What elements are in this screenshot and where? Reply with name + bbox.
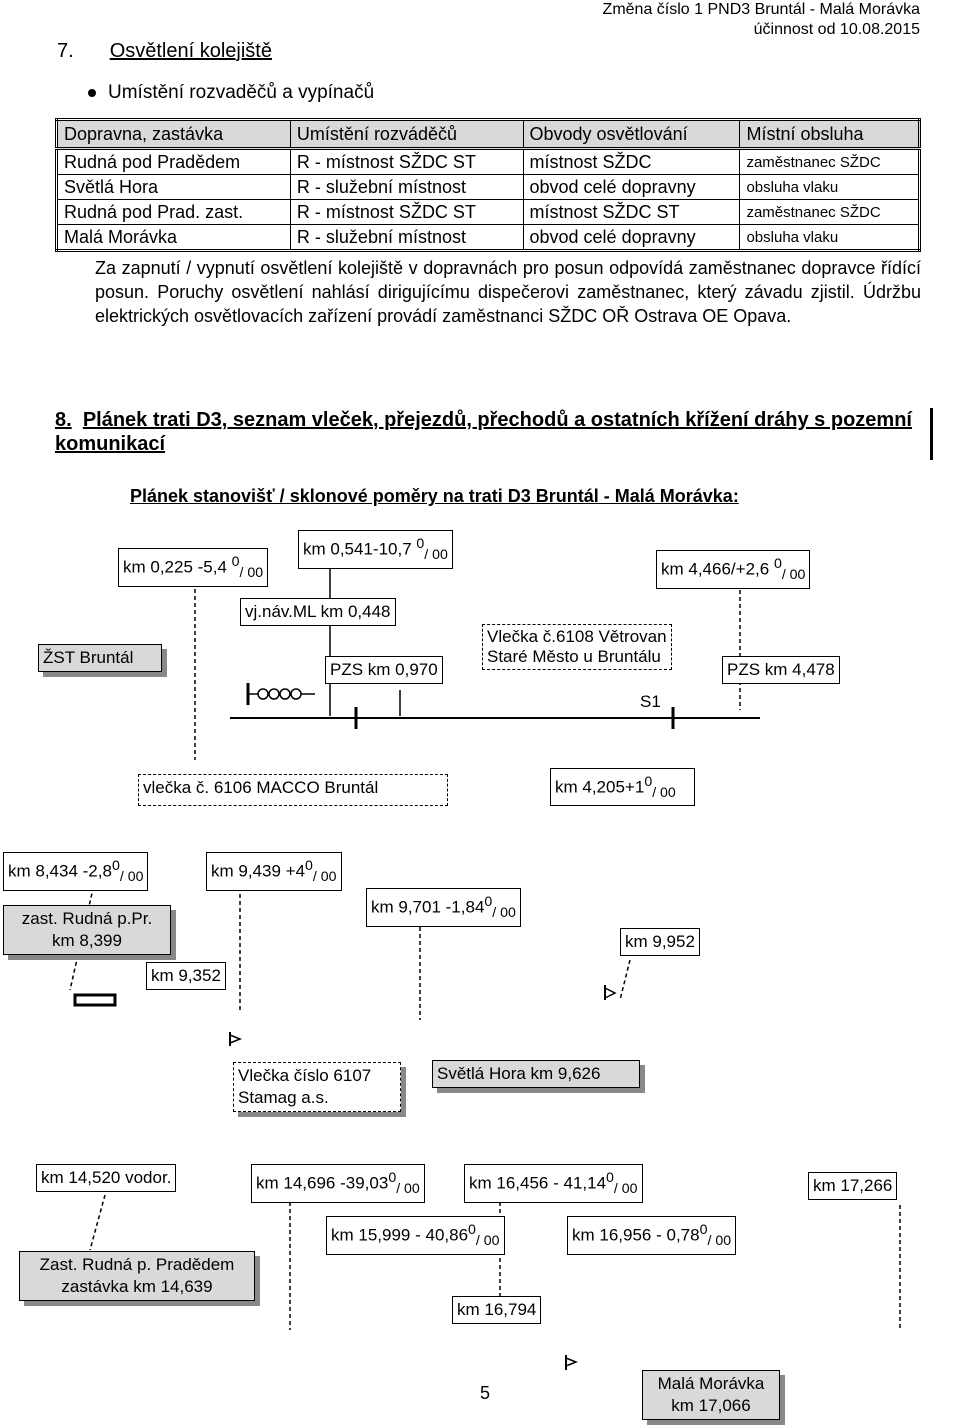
zast-rudna-pradedem-box — [19, 1251, 255, 1301]
lamp-icon — [280, 689, 290, 699]
km-0541-label: km 0,541-10,7 $^0_{/ 00}$ — [298, 530, 453, 569]
km-14696-label: km 14,696 $-39,03^0_{/ 00}$ — [251, 1164, 425, 1203]
table-header-cell: Umístění rozváděčů — [290, 120, 523, 149]
table-header-cell: Místní obsluha — [740, 120, 920, 149]
lamp-icon — [291, 689, 301, 699]
table-cell: obsluha vlaku — [740, 175, 920, 200]
km-4466-label: km 4,466/+2,6 $^0_{/ 00}$ — [656, 550, 810, 589]
table-cell: místnost SŽDC ST — [523, 200, 740, 225]
table-cell: obvod celé dopravny — [523, 225, 740, 251]
svetla-hora-box: Světlá Hora km 9,626 — [432, 1060, 640, 1088]
table-cell: zaměstnanec SŽDC — [740, 149, 920, 175]
pzs-4478-label: PZS km 4,478 — [722, 656, 840, 684]
table-cell: Rudná pod Prad. zast. — [57, 200, 291, 225]
signal-s1-label: S1 — [640, 692, 661, 711]
table-cell: R - místnost SŽDC ST — [290, 149, 523, 175]
table-header-cell: Dopravna, zastávka — [57, 120, 291, 149]
table-cell: R - služební místnost — [290, 225, 523, 251]
pzs-0970-label: PZS km 0,970 — [325, 656, 443, 684]
section-7-number: 7. — [57, 40, 74, 62]
km-9439-label: km $9,439 +4^0_{/ 00}$ — [206, 852, 342, 891]
km-9952-label: km 9,952 — [620, 928, 700, 956]
bullet-text: Umístění rozvaděčů a vypínačů — [108, 82, 375, 103]
vlecka-6107-line2: Stamag a.s. — [238, 1088, 329, 1107]
vlecka-6106-box: vlečka č. 6106 MACCO Bruntál — [138, 774, 448, 806]
section-7-paragraph: Za zapnutí / vypnutí osvětlení kolejiště v dopravnách pro posun odpovídá zaměstnanec dopravce řídící posun. Poruchy osvětlení nahlásí dirigujícímu dispečerovi zaměstnanec, který závadu zjistil. Údržbu elektrických osvětlovacích zařízení provádí zaměstnanci SŽDC OŘ Ostrava OE Opava. — [95, 258, 921, 326]
page-number: 5 — [480, 1383, 491, 1403]
vlecka-6107-box — [233, 1062, 401, 1112]
zast-rudna-line2: km 8,399 — [52, 931, 122, 950]
siding-mark — [566, 1358, 576, 1366]
section-8-title: Plánek trati D3, seznam vleček, přejezdů, přechodů a ostatních křížení dráhy s pozemní komunikací — [55, 409, 912, 455]
vlecka-6108-line2: Staré Město u Bruntálu — [487, 647, 661, 666]
zast-rudna-line1: zast. Rudná p.Pr. — [21, 909, 153, 928]
km-16956-label: km $16,956 - 0,78^0_{/ 00}$ — [567, 1216, 736, 1255]
leader-line — [620, 960, 630, 1000]
km-8434-label: km 8,434 $-2,8^0_{/ 00}$ — [3, 852, 148, 891]
km-16456-label: km $16,456 - 41,14^0_{/ 00}$ — [464, 1164, 643, 1203]
km-15999-label: km $15,999 - 40,86^0_{/ 00}$ — [326, 1216, 505, 1255]
km-9701-label: km 9,701 $-1,84^0_{/ 00}$ — [366, 888, 521, 927]
zst-bruntal-box: ŽST Bruntál — [38, 644, 162, 672]
table-cell: Rudná pod Pradědem — [57, 149, 291, 175]
km-9352-label: km 9,352 — [146, 962, 226, 990]
section-7-title: Osvětlení kolejiště — [109, 40, 272, 62]
vlecka-6108-line1: Vlečka č.6108 Větrovan — [487, 627, 667, 646]
mala-moravka-box — [642, 1370, 780, 1420]
leader-line — [90, 1195, 105, 1250]
table-cell: Světlá Hora — [57, 175, 291, 200]
vj-nav-label: vj.náv.ML km 0,448 — [240, 598, 396, 626]
header-effective-date: účinnost od 10.08.2015 — [753, 21, 920, 38]
km-17266-label: km 17,266 — [808, 1172, 897, 1200]
lamp-icon — [269, 689, 279, 699]
table-cell: místnost SŽDC — [523, 149, 740, 175]
km-16794-label: km 16,794 — [452, 1296, 541, 1324]
km-4205-label: km $4,205+1^0_{/ 00}$ — [550, 768, 695, 806]
table-cell: R - místnost SŽDC ST — [290, 200, 523, 225]
table-cell: R - služební místnost — [290, 175, 523, 200]
km-14520-label: km 14,520 vodor. — [36, 1164, 176, 1192]
table-cell: zaměstnanec SŽDC — [740, 200, 920, 225]
table-cell: Malá Morávka — [57, 225, 291, 251]
table-cell: obsluha vlaku — [740, 225, 920, 251]
siding-mark — [230, 1035, 240, 1043]
diagram-subtitle: Plánek stanovišť / sklonové poměry na trati D3 Bruntál - Malá Morávka: — [130, 486, 739, 506]
section-8-number: 8. — [55, 409, 72, 431]
zast-rudna-box — [3, 905, 171, 955]
zast-rudna-pradedem-line2: zastávka km 14,639 — [61, 1277, 213, 1296]
vlecka-6108-box — [482, 624, 672, 670]
km-0225-label: km 0,225 -5,4 $^0_{/ 00}$ — [118, 548, 268, 587]
siding-mark — [605, 988, 615, 998]
table-header-cell: Obvody osvětlování — [523, 120, 740, 149]
lamp-icon — [258, 689, 268, 699]
header-doc-change: Změna číslo 1 PND3 Bruntál - Malá Morávka — [602, 1, 920, 18]
mala-moravka-line2: km 17,066 — [671, 1396, 751, 1415]
vlecka-6107-line1: Vlečka číslo 6107 — [238, 1066, 372, 1085]
platform-mark — [75, 995, 115, 1005]
table-cell: obvod celé dopravny — [523, 175, 740, 200]
mala-moravka-line1: Malá Morávka — [657, 1374, 765, 1393]
zast-rudna-pradedem-line1: Zast. Rudná p. Pradědem — [39, 1255, 235, 1274]
